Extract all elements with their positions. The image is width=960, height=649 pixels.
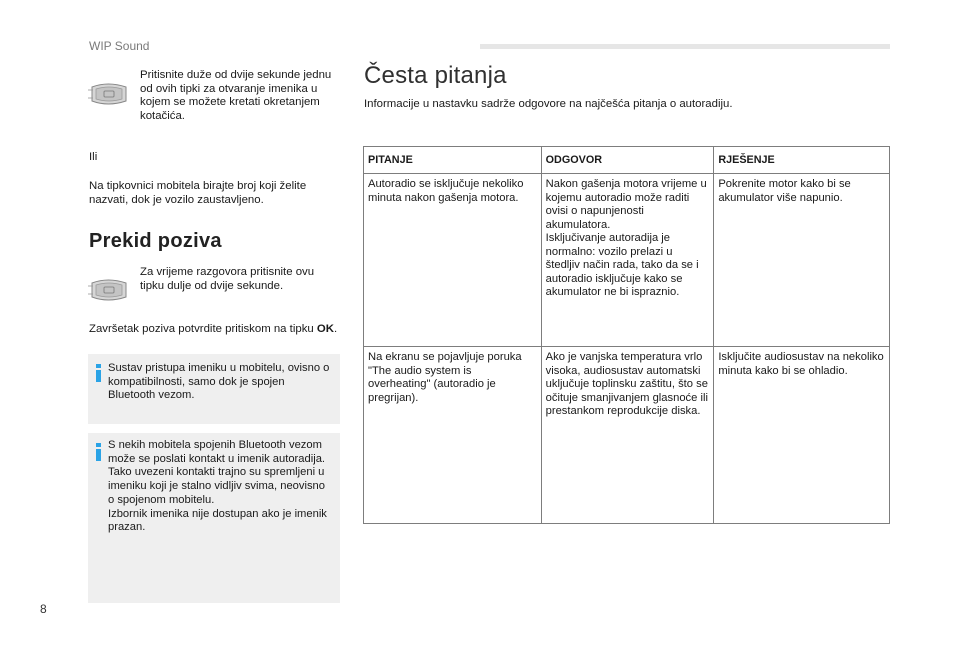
solution-cell: Pokrenite motor kako bi se akumulator više napunio.: [714, 174, 890, 347]
info-note-text: Sustav pristupa imeniku u mobitelu, ovisno o kompatibilnosti, samo dok je spojen Bluetooth vezom.: [108, 362, 330, 402]
running-header: WIP Sound: [89, 39, 150, 53]
end-call-instruction: [89, 323, 341, 337]
dial-instruction: Na tipkovnici mobitela birajte broj koji želite nazvati, dok je vozilo zaustavljeno.: [89, 180, 307, 206]
header-question: PITANJE: [364, 147, 542, 174]
header-solution: RJEŠENJE: [714, 147, 890, 174]
answer-cell: Ako je vanjska temperatura vrlo visoka, audiosustav automatski uključuje toplinsku zaštitu, što se očituje smanjivanjem glasnoće ili prestankom reprodukcije diska.: [541, 347, 714, 524]
question-cell: Autoradio se isključuje nekoliko minuta nakon gašenja motora.: [364, 174, 542, 347]
table-row: [364, 347, 890, 524]
info-note-1: [88, 354, 340, 424]
faq-table: [363, 146, 890, 524]
or-text: Ili: [89, 151, 98, 163]
faq-title: Česta pitanja: [364, 62, 507, 89]
question-cell: Na ekranu se pojavljuje poruka "The audio system is overheating" (autoradio je pregrijan).: [364, 347, 542, 524]
table-header-row: [364, 147, 890, 174]
hold-instruction: Za vrijeme razgovora pritisnite ovu tipku dulje od dvije sekunde.: [140, 266, 315, 292]
page-number: 8: [40, 602, 47, 616]
info-icon: [95, 443, 102, 461]
header-answer: ODGOVOR: [541, 147, 714, 174]
end-call-text: Završetak poziva potvrdite pritiskom na tipku: [89, 323, 317, 335]
steering-wheel-button-icon: [86, 82, 130, 106]
solution-cell: Isključite audiosustav na nekoliko minuta kako bi se ohladio.: [714, 347, 890, 524]
table-row: [364, 174, 890, 347]
steering-wheel-button-icon: [86, 278, 130, 302]
answer-cell: Nakon gašenja motora vrijeme u kojemu autoradio može raditi ovisi o napunjenosti akumulatora. Isključivanje autoradija je normalno: vozilo prelazi u štedljiv način rada, tako da se i autoradio isključuje kako se akumulator ne bi ispraznio.: [541, 174, 714, 347]
section-title: Prekid poziva: [89, 230, 222, 252]
end-call-period: .: [334, 323, 338, 335]
press-instruction: Pritisnite duže od dvije sekunde jednu od ovih tipki za otvaranje imenika u kojem se možete kretati okretanjem kotačića.: [140, 69, 332, 123]
info-note-2: [88, 433, 340, 603]
info-note-text: S nekih mobitela spojenih Bluetooth vezom može se poslati kontakt u imenik autoradija. Tako uvezeni kontakti trajno su spremljeni u imeniku koji je stalno vidljiv svima, neovisno o spojenom mobitelu. Izbornik imenika nije dostupan ako je imenik prazan.: [108, 439, 327, 534]
info-icon: [95, 364, 102, 382]
faq-intro: Informacije u nastavku sadrže odgovore na najčešća pitanja o autoradiju.: [364, 98, 733, 110]
ok-key-label: OK: [316, 323, 335, 335]
header-rule: [480, 44, 890, 49]
